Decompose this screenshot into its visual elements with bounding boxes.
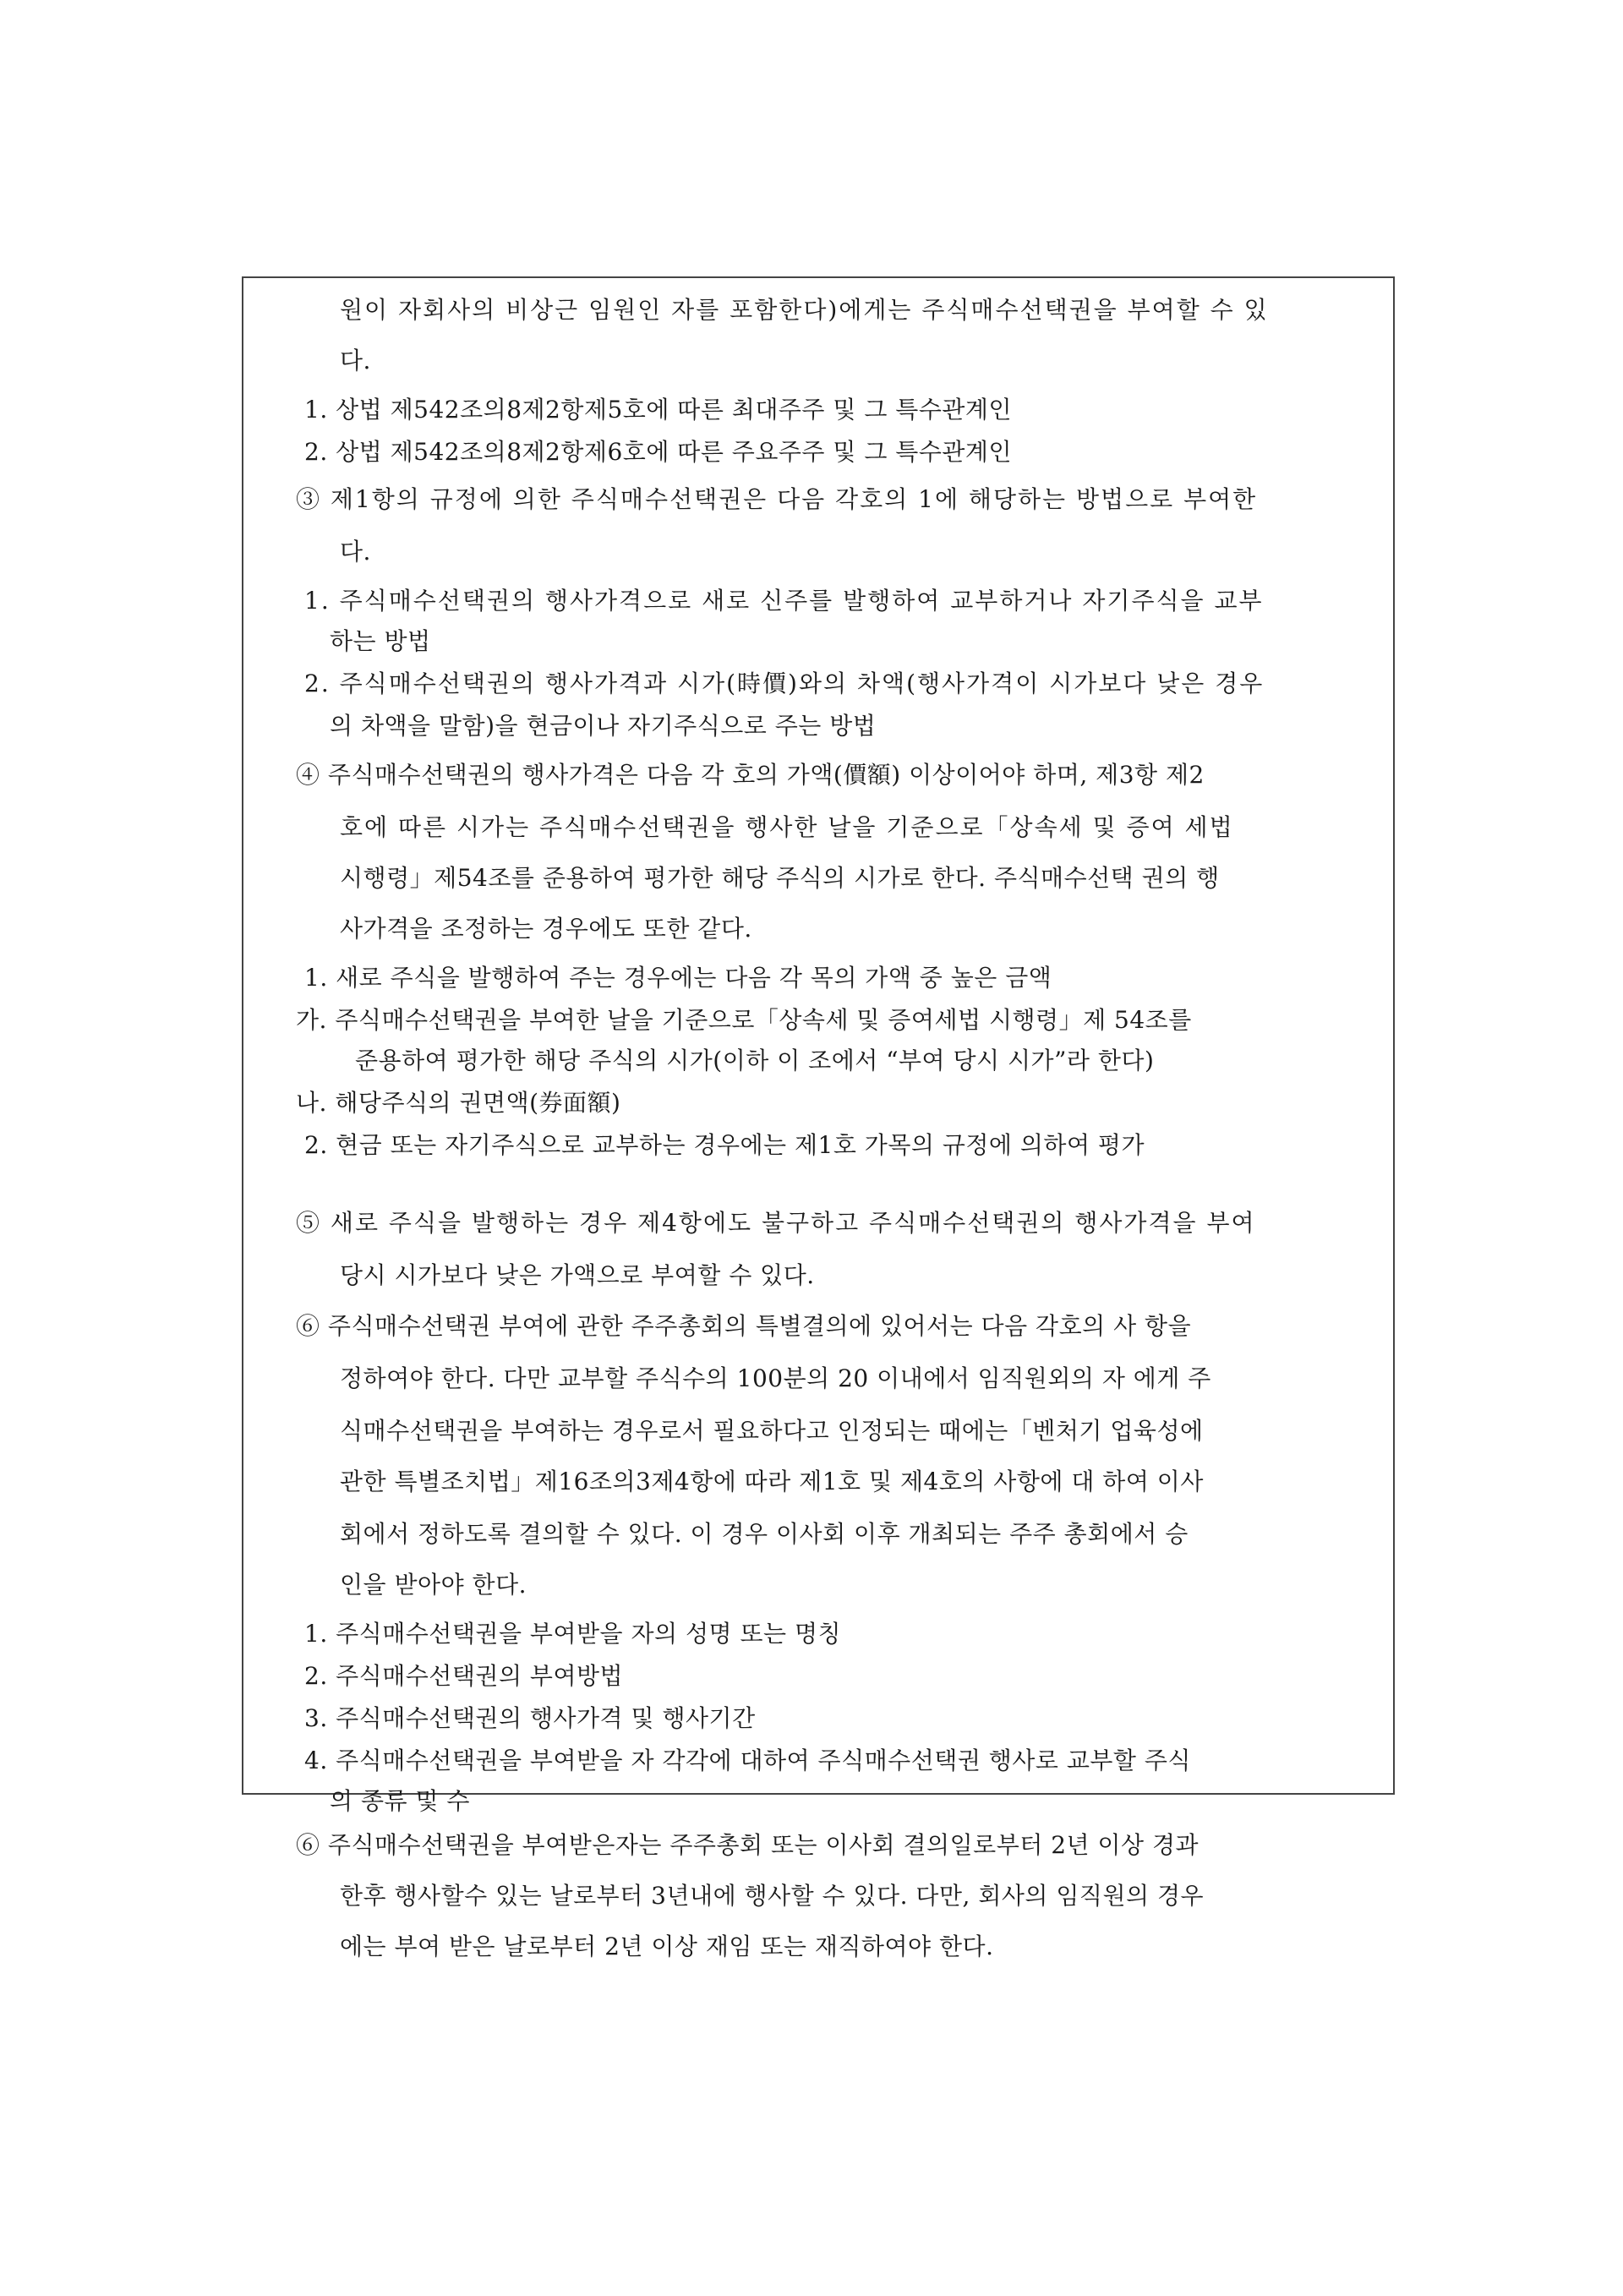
paragraph-3: ③ 제1항의 규정에 의한 주식매수선택권은 다음 각호의 1에 해당하는 방법으로 부여한 bbox=[296, 485, 1258, 513]
list-item: 3. 주식매수선택권의 행사가격 및 행사기간 bbox=[304, 1704, 756, 1732]
list-item: 2. 주식매수선택권의 부여방법 bbox=[304, 1662, 624, 1690]
text-line: 인을 받아야 한다. bbox=[340, 1571, 527, 1599]
text-line: 관한 특별조치법」제16조의3제4항에 따라 제1호 및 제4호의 사항에 대 하여 이사 bbox=[340, 1468, 1204, 1495]
list-item: 2. 현금 또는 자기주식으로 교부하는 경우에는 제1호 가목의 규정에 의하여 평가 bbox=[304, 1131, 1145, 1159]
document-frame bbox=[242, 276, 1395, 1960]
text-line: 한후 행사할수 있는 날로부터 3년내에 행사할 수 있다. 다만, 회사의 임직원의 경우 bbox=[340, 1882, 1205, 1910]
text-line: 원이 자회사의 비상근 임원인 자를 포함한다)에게는 주식매수선택권을 부여할 수 있 bbox=[340, 296, 1269, 324]
list-item: 가. 주식매수선택권을 부여한 날을 기준으로「상속세 및 증여세법 시행령」제 54조를 bbox=[296, 1006, 1192, 1034]
paragraph-6: ⑥ 주식매수선택권 부여에 관한 주주총회의 특별결의에 있어서는 다음 각호의 사 항을 bbox=[296, 1312, 1192, 1340]
text-line: 다. bbox=[340, 347, 371, 374]
text-line: 당시 시가보다 낮은 가액으로 부여할 수 있다. bbox=[340, 1261, 815, 1289]
text-line: 회에서 정하도록 결의할 수 있다. 이 경우 이사회 이후 개최되는 주주 총회에서 승 bbox=[340, 1520, 1189, 1548]
text-line: 준용하여 평가한 해당 주식의 시가(이하 이 조에서 “부여 당시 시가”라 한다) bbox=[355, 1047, 1155, 1074]
text-line: 에는 부여 받은 날로부터 2년 이상 재임 또는 재직하여야 한다. bbox=[340, 1932, 994, 1960]
list-item: 4. 주식매수선택권을 부여받을 자 각각에 대하여 주식매수선택권 행사로 교부할 주식 bbox=[304, 1747, 1191, 1774]
text-line: 다. bbox=[340, 538, 371, 566]
text-line: 의 종류 및 수 bbox=[330, 1787, 470, 1815]
list-item: 1. 새로 주식을 발행하여 주는 경우에는 다음 각 목의 가액 중 높은 금액 bbox=[304, 964, 1052, 992]
text-line: 호에 따른 시가는 주식매수선택권을 행사한 날을 기준으로「상속세 및 증여 세법 bbox=[340, 813, 1234, 841]
text-line: 의 차액을 말함)을 현금이나 자기주식으로 주는 방법 bbox=[330, 712, 877, 740]
text-line: 하는 방법 bbox=[330, 627, 431, 655]
list-item: 1. 상법 제542조의8제2항제5호에 따른 최대주주 및 그 특수관계인 bbox=[304, 396, 1013, 424]
paragraph-4: ④ 주식매수선택권의 행사가격은 다음 각 호의 가액(價額) 이상이어야 하며, 제3항 제2 bbox=[296, 761, 1205, 789]
text-line: 정하여야 한다. 다만 교부할 주식수의 100분의 20 이내에서 임직원외의 자 에게 주 bbox=[340, 1364, 1211, 1392]
list-item: 1. 주식매수선택권의 행사가격으로 새로 신주를 발행하여 교부하거나 자기주식을 교부 bbox=[304, 587, 1264, 615]
list-item: 나. 해당주식의 권면액(券面額) bbox=[296, 1089, 621, 1117]
list-item: 2. 주식매수선택권의 행사가격과 시가(時價)와의 차액(행사가격이 시가보다 낮은 경우 bbox=[304, 670, 1265, 697]
text-line: 사가격을 조정하는 경우에도 또한 같다. bbox=[340, 915, 752, 943]
list-item: 2. 상법 제542조의8제2항제6호에 따른 주요주주 및 그 특수관계인 bbox=[304, 438, 1013, 466]
text-line: 식매수선택권을 부여하는 경우로서 필요하다고 인정되는 때에는「벤처기 업육성에 bbox=[340, 1417, 1204, 1445]
paragraph-6b: ⑥ 주식매수선택권을 부여받은자는 주주총회 또는 이사회 결의일로부터 2년 이상 경과 bbox=[296, 1831, 1199, 1859]
text-line: 시행령」제54조를 준용하여 평가한 해당 주식의 시가로 한다. 주식매수선택 권의 행 bbox=[340, 864, 1220, 892]
list-item: 1. 주식매수선택권을 부여받을 자의 성명 또는 명칭 bbox=[304, 1620, 842, 1648]
paragraph-5: ⑤ 새로 주식을 발행하는 경우 제4항에도 불구하고 주식매수선택권의 행사가격을 부여 bbox=[296, 1209, 1256, 1237]
